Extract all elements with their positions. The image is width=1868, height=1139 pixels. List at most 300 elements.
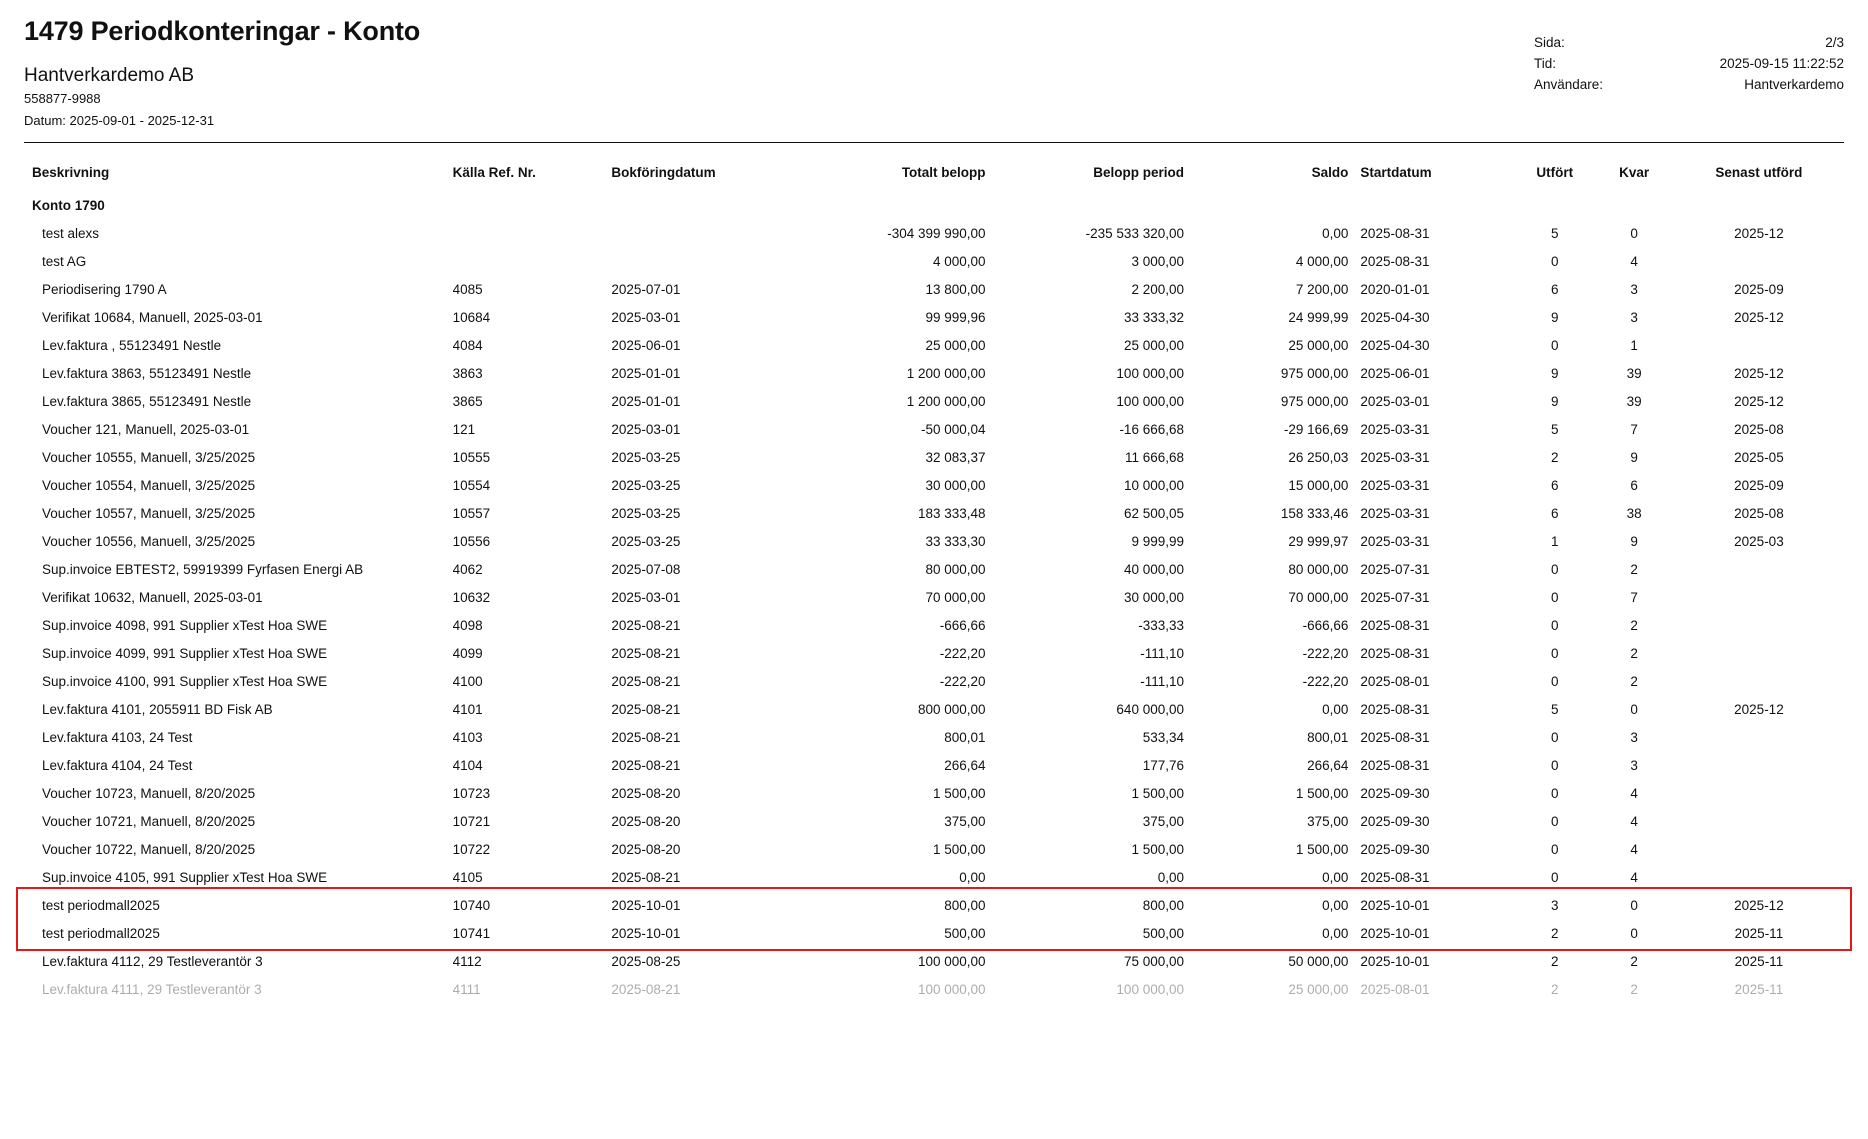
cell-bokf: 2025-03-01: [611, 309, 681, 325]
cell-last: [1674, 583, 1844, 611]
cell-desc: Verifikat 10684, Manuell, 2025-03-01: [42, 309, 263, 325]
cell-period: 33 333,32: [1123, 309, 1184, 325]
cell-kvar: 4: [1630, 253, 1638, 269]
cell-period: 3 000,00: [1131, 253, 1184, 269]
cell-saldo: 975 000,00: [1280, 365, 1349, 381]
cell-src: 4111: [452, 981, 481, 997]
cell-period: 10 000,00: [1123, 477, 1184, 493]
cell-period: 100 000,00: [1116, 393, 1184, 409]
cell-bokf: 2025-03-25: [611, 449, 681, 465]
table-row[interactable]: [24, 611, 1844, 639]
cell-bokf: 2025-06-01: [611, 337, 681, 353]
cell-last: 2025-09: [1734, 281, 1784, 297]
cell-src: 3865: [452, 393, 483, 409]
time-label: Tid:: [1534, 56, 1557, 71]
group-label: Konto 1790: [32, 198, 105, 213]
table-row[interactable]: [24, 975, 1844, 1003]
table-row[interactable]: [24, 247, 1844, 275]
cell-kvar: 3: [1630, 309, 1638, 325]
cell-period: -333,33: [1138, 617, 1184, 633]
table-header: [24, 143, 1844, 190]
cell-desc: Voucher 10721, Manuell, 8/20/2025: [42, 813, 256, 829]
cell-kvar: 0: [1630, 225, 1638, 241]
cell-start: 2025-07-31: [1360, 589, 1430, 605]
column-header-belopp-period: Belopp period: [1093, 165, 1184, 180]
cell-desc: test periodmall2025: [42, 897, 160, 913]
cell-utfort: 1: [1551, 533, 1559, 549]
cell-saldo: 0,00: [1322, 925, 1349, 941]
cell-kvar: 2: [1630, 617, 1638, 633]
cell-utfort: 0: [1551, 757, 1559, 773]
cell-start: 2025-07-31: [1360, 561, 1430, 577]
cell-src: 3863: [452, 365, 483, 381]
column-header-saldo: Saldo: [1311, 165, 1349, 180]
cell-kvar: 4: [1630, 785, 1638, 801]
cell-bokf: 2025-03-25: [611, 505, 681, 521]
cell-kvar: 39: [1626, 393, 1642, 409]
cell-start: 2025-04-30: [1360, 309, 1430, 325]
cell-desc: Lev.faktura , 55123491 Nestle: [42, 337, 222, 353]
cell-total: -304 399 990,00: [887, 225, 986, 241]
cell-src: 10723: [452, 785, 491, 801]
cell-src: 4104: [452, 757, 483, 773]
time-value: 2025-09-15 11:22:52: [1719, 56, 1844, 71]
cell-utfort: 0: [1551, 337, 1559, 353]
cell-bokf: 2025-08-21: [611, 673, 681, 689]
cell-desc: Lev.faktura 4101, 2055911 BD Fisk AB: [42, 701, 273, 717]
cell-kvar: 4: [1630, 813, 1638, 829]
cell-src: 10554: [452, 477, 491, 493]
cell-utfort: 5: [1551, 225, 1559, 241]
column-header-beskrivning: Beskrivning: [32, 165, 110, 180]
column-header-utfort: Utfört: [1536, 165, 1574, 180]
cell-saldo: 4 000,00: [1295, 253, 1349, 269]
table-row[interactable]: [24, 471, 1844, 499]
cell-src: 10557: [452, 505, 491, 521]
cell-start: 2025-03-31: [1360, 533, 1430, 549]
cell-src: 10740: [452, 897, 491, 913]
table-row[interactable]: [24, 499, 1844, 527]
cell-start: 2025-03-31: [1360, 421, 1430, 437]
company-name: Hantverkardemo AB: [24, 65, 195, 86]
cell-last: [1674, 247, 1844, 275]
cell-period: -111,10: [1140, 673, 1184, 689]
cell-period: 30 000,00: [1123, 589, 1184, 605]
table-row[interactable]: [24, 331, 1844, 359]
cell-desc: Lev.faktura 4112, 29 Testleverantör 3: [42, 953, 263, 969]
org-number: 558877-9988: [24, 91, 101, 106]
cell-utfort: 0: [1551, 645, 1559, 661]
table-row[interactable]: [24, 891, 1844, 919]
cell-total: 4 000,00: [933, 253, 986, 269]
cell-total: 1 500,00: [933, 841, 986, 857]
cell-bokf: 2025-08-25: [611, 953, 681, 969]
cell-bokf: [611, 219, 787, 247]
cell-desc: Sup.invoice 4099, 991 Supplier xTest Hoa SWE: [42, 645, 328, 661]
cell-period: 2 200,00: [1131, 281, 1184, 297]
cell-last: [1674, 723, 1844, 751]
cell-last: 2025-12: [1734, 701, 1784, 717]
table-row[interactable]: [24, 303, 1844, 331]
cell-kvar: 2: [1630, 673, 1638, 689]
cell-period: 1 500,00: [1131, 841, 1184, 857]
cell-desc: Lev.faktura 4104, 24 Test: [42, 757, 193, 773]
cell-saldo: 375,00: [1307, 813, 1349, 829]
table-row[interactable]: [24, 639, 1844, 667]
column-header-kalla-ref: Källa Ref. Nr.: [452, 165, 536, 180]
cell-saldo: 0,00: [1322, 225, 1349, 241]
cell-start: 2025-08-31: [1360, 253, 1430, 269]
table-group-row: [24, 190, 1844, 219]
cell-bokf: 2025-08-21: [611, 981, 681, 997]
cell-saldo: -222,20: [1302, 673, 1349, 689]
cell-src: 4062: [452, 561, 483, 577]
cell-period: 177,76: [1142, 757, 1184, 773]
cell-src: 4105: [452, 869, 483, 885]
cell-src: 10721: [452, 813, 491, 829]
cell-utfort: 2: [1551, 981, 1559, 997]
cell-kvar: 0: [1630, 701, 1638, 717]
table-row[interactable]: [24, 387, 1844, 415]
cell-desc: Periodisering 1790 A: [42, 281, 167, 297]
cell-last: [1674, 835, 1844, 863]
cell-saldo: 70 000,00: [1288, 589, 1349, 605]
cell-desc: Lev.faktura 4111, 29 Testleverantör 3: [42, 981, 262, 997]
cell-utfort: 6: [1551, 281, 1559, 297]
cell-start: 2025-08-31: [1360, 757, 1430, 773]
cell-utfort: 3: [1551, 897, 1559, 913]
table-row[interactable]: [24, 863, 1844, 891]
cell-last: 2025-08: [1734, 421, 1784, 437]
report-header: [0, 0, 1868, 128]
cell-saldo: 50 000,00: [1288, 953, 1349, 969]
cell-last: 2025-03: [1734, 533, 1784, 549]
cell-total: 500,00: [944, 925, 986, 941]
cell-start: 2025-08-31: [1360, 645, 1430, 661]
page-label: Sida:: [1534, 35, 1565, 50]
cell-total: 800,01: [944, 729, 986, 745]
cell-last: 2025-12: [1734, 309, 1784, 325]
cell-utfort: 2: [1551, 953, 1559, 969]
cell-src: 10555: [452, 449, 491, 465]
cell-last: 2025-12: [1734, 365, 1784, 381]
cell-period: 62 500,05: [1123, 505, 1184, 521]
cell-total: 375,00: [944, 813, 986, 829]
cell-last: [1674, 331, 1844, 359]
cell-utfort: 0: [1551, 617, 1559, 633]
cell-saldo: 0,00: [1322, 701, 1349, 717]
cell-src: 10722: [452, 841, 491, 857]
cell-total: 30 000,00: [925, 477, 986, 493]
cell-utfort: 0: [1551, 589, 1559, 605]
cell-total: 100 000,00: [917, 981, 986, 997]
cell-utfort: 0: [1551, 561, 1559, 577]
cell-start: 2025-03-31: [1360, 505, 1430, 521]
cell-desc: Voucher 10556, Manuell, 3/25/2025: [42, 533, 256, 549]
cell-start: 2025-09-30: [1360, 841, 1430, 857]
table-row[interactable]: [24, 219, 1844, 247]
table-body: [24, 190, 1844, 1003]
cell-start: 2025-09-30: [1360, 785, 1430, 801]
cell-bokf: 2025-08-20: [611, 785, 681, 801]
cell-start: 2025-08-31: [1360, 729, 1430, 745]
cell-period: 100 000,00: [1116, 981, 1184, 997]
table-row[interactable]: [24, 527, 1844, 555]
cell-desc: Voucher 10557, Manuell, 3/25/2025: [42, 505, 256, 521]
cell-kvar: 3: [1630, 729, 1638, 745]
cell-bokf: 2025-01-01: [611, 393, 681, 409]
cell-period: 100 000,00: [1116, 365, 1184, 381]
table-row[interactable]: [24, 667, 1844, 695]
cell-bokf: 2025-03-25: [611, 533, 681, 549]
cell-total: -50 000,04: [921, 421, 986, 437]
cell-start: 2025-06-01: [1360, 365, 1430, 381]
cell-saldo: 1 500,00: [1295, 785, 1349, 801]
cell-src: 10632: [452, 589, 491, 605]
cell-period: 375,00: [1142, 813, 1184, 829]
cell-bokf: 2025-08-20: [611, 813, 681, 829]
table-row[interactable]: [24, 751, 1844, 779]
cell-period: 25 000,00: [1123, 337, 1184, 353]
cell-src: 4103: [452, 729, 483, 745]
cell-utfort: 2: [1551, 925, 1559, 941]
cell-bokf: 2025-08-21: [611, 869, 681, 885]
cell-src: 4098: [452, 617, 483, 633]
cell-bokf: 2025-10-01: [611, 925, 681, 941]
cell-src: 4085: [452, 281, 483, 297]
cell-kvar: 2: [1630, 561, 1638, 577]
table-row[interactable]: [24, 723, 1844, 751]
cell-total: 183 333,48: [917, 505, 986, 521]
cell-kvar: 7: [1630, 589, 1638, 605]
cell-kvar: 39: [1626, 365, 1642, 381]
cell-src: 10556: [452, 533, 491, 549]
cell-total: 80 000,00: [925, 561, 986, 577]
cell-kvar: 0: [1630, 897, 1638, 913]
cell-bokf: 2025-08-21: [611, 617, 681, 633]
periodization-table: [24, 143, 1844, 1003]
cell-saldo: 80 000,00: [1288, 561, 1349, 577]
meta-row-page: [1534, 32, 1844, 53]
cell-src: 4099: [452, 645, 483, 661]
cell-total: 800,00: [944, 897, 986, 913]
cell-period: -235 533 320,00: [1085, 225, 1184, 241]
cell-total: 800 000,00: [917, 701, 986, 717]
cell-start: 2025-03-31: [1360, 449, 1430, 465]
cell-kvar: 9: [1630, 449, 1638, 465]
column-header-startdatum: Startdatum: [1360, 165, 1432, 180]
cell-saldo: 24 999,99: [1288, 309, 1349, 325]
cell-desc: test periodmall2025: [42, 925, 160, 941]
cell-bokf: 2025-08-21: [611, 645, 681, 661]
cell-src: 4101: [452, 701, 483, 717]
cell-period: -111,10: [1140, 645, 1184, 661]
table-row[interactable]: [24, 275, 1844, 303]
cell-period: 75 000,00: [1123, 953, 1184, 969]
cell-total: 1 200 000,00: [906, 393, 986, 409]
cell-kvar: 3: [1630, 281, 1638, 297]
cell-saldo: 266,64: [1307, 757, 1349, 773]
cell-period: 9 999,99: [1131, 533, 1184, 549]
cell-kvar: 6: [1630, 477, 1638, 493]
cell-total: -222,20: [939, 645, 986, 661]
cell-bokf: 2025-07-08: [611, 561, 681, 577]
cell-last: [1674, 863, 1844, 891]
table-row[interactable]: [24, 835, 1844, 863]
cell-kvar: 0: [1630, 925, 1638, 941]
cell-total: 13 800,00: [925, 281, 986, 297]
cell-desc: Voucher 10723, Manuell, 8/20/2025: [42, 785, 256, 801]
user-label: Användare:: [1534, 77, 1604, 92]
cell-saldo: 25 000,00: [1288, 981, 1349, 997]
cell-total: -222,20: [939, 673, 986, 689]
table-row[interactable]: [24, 947, 1844, 975]
cell-start: 2025-10-01: [1360, 925, 1430, 941]
table-header-row: [24, 143, 1844, 190]
cell-last: 2025-12: [1734, 897, 1784, 913]
table-row[interactable]: [24, 919, 1844, 947]
cell-saldo: -222,20: [1302, 645, 1349, 661]
cell-bokf: 2025-08-21: [611, 757, 681, 773]
cell-desc: Lev.faktura 3865, 55123491 Nestle: [42, 393, 252, 409]
cell-utfort: 0: [1551, 813, 1559, 829]
cell-total: 1 500,00: [933, 785, 986, 801]
table-row[interactable]: [24, 415, 1844, 443]
cell-period: 0,00: [1157, 869, 1184, 885]
cell-saldo: 0,00: [1322, 869, 1349, 885]
cell-saldo: 7 200,00: [1295, 281, 1349, 297]
cell-saldo: 25 000,00: [1288, 337, 1349, 353]
table-row[interactable]: [24, 555, 1844, 583]
cell-last: 2025-08: [1734, 505, 1784, 521]
cell-desc: Sup.invoice 4098, 991 Supplier xTest Hoa SWE: [42, 617, 328, 633]
table-row[interactable]: [24, 443, 1844, 471]
meta-row-time: [1534, 53, 1844, 74]
cell-saldo: 15 000,00: [1288, 477, 1349, 493]
cell-src: [453, 219, 612, 247]
cell-saldo: 800,01: [1307, 729, 1349, 745]
cell-desc: test AG: [42, 253, 87, 269]
cell-last: [1674, 807, 1844, 835]
cell-total: 0,00: [959, 869, 986, 885]
cell-start: 2025-09-30: [1360, 813, 1430, 829]
cell-start: 2025-08-31: [1360, 225, 1430, 241]
cell-utfort: 6: [1551, 477, 1559, 493]
cell-bokf: 2025-08-21: [611, 701, 681, 717]
cell-last: [1674, 667, 1844, 695]
cell-last: 2025-11: [1734, 953, 1784, 969]
column-header-totalt-belopp: Totalt belopp: [901, 165, 986, 180]
cell-src: 4112: [452, 953, 482, 969]
cell-utfort: 9: [1551, 365, 1559, 381]
cell-src: [453, 247, 612, 275]
cell-period: 1 500,00: [1131, 785, 1184, 801]
table-row[interactable]: [24, 359, 1844, 387]
cell-last: 2025-12: [1734, 393, 1784, 409]
cell-utfort: 0: [1551, 253, 1559, 269]
cell-utfort: 2: [1551, 449, 1559, 465]
column-header-kvar: Kvar: [1619, 165, 1650, 180]
page-value: 2/3: [1825, 35, 1844, 50]
cell-total: 33 333,30: [925, 533, 986, 549]
cell-saldo: -29 166,69: [1283, 421, 1349, 437]
cell-saldo: -666,66: [1302, 617, 1349, 633]
cell-utfort: 0: [1551, 729, 1559, 745]
cell-desc: Voucher 121, Manuell, 2025-03-01: [42, 421, 250, 437]
cell-desc: Sup.invoice EBTEST2, 59919399 Fyrfasen Energi AB: [42, 561, 364, 577]
cell-kvar: 7: [1630, 421, 1638, 437]
cell-last: [1674, 639, 1844, 667]
cell-utfort: 0: [1551, 841, 1559, 857]
cell-last: 2025-12: [1734, 225, 1784, 241]
cell-last: [1674, 555, 1844, 583]
cell-start: 2025-10-01: [1360, 897, 1430, 913]
cell-period: 800,00: [1142, 897, 1184, 913]
cell-src: 121: [452, 421, 476, 437]
cell-utfort: 0: [1551, 673, 1559, 689]
cell-saldo: 26 250,03: [1288, 449, 1349, 465]
cell-saldo: 1 500,00: [1295, 841, 1349, 857]
cell-period: 533,34: [1142, 729, 1184, 745]
cell-saldo: 29 999,97: [1288, 533, 1349, 549]
cell-start: 2025-10-01: [1360, 953, 1430, 969]
cell-saldo: 0,00: [1322, 897, 1349, 913]
cell-kvar: 3: [1630, 757, 1638, 773]
column-header-senast-utford: Senast utförd: [1715, 165, 1803, 180]
cell-last: [1674, 611, 1844, 639]
report-meta: [1534, 32, 1844, 95]
cell-total: 1 200 000,00: [906, 365, 986, 381]
cell-total: 266,64: [944, 757, 986, 773]
cell-desc: Verifikat 10632, Manuell, 2025-03-01: [42, 589, 263, 605]
table-row[interactable]: [24, 695, 1844, 723]
cell-start: 2025-04-30: [1360, 337, 1430, 353]
cell-bokf: 2025-03-01: [611, 421, 681, 437]
cell-saldo: 158 333,46: [1280, 505, 1349, 521]
cell-start: 2025-08-31: [1360, 701, 1430, 717]
cell-src: 10684: [452, 309, 491, 325]
date-range: Datum: 2025-09-01 - 2025-12-31: [24, 113, 215, 128]
table-row[interactable]: [24, 807, 1844, 835]
cell-start: 2025-03-01: [1360, 393, 1430, 409]
cell-desc: Voucher 10722, Manuell, 8/20/2025: [42, 841, 256, 857]
cell-kvar: 38: [1626, 505, 1642, 521]
table-row[interactable]: [24, 779, 1844, 807]
cell-total: 100 000,00: [917, 953, 986, 969]
cell-desc: test alexs: [42, 225, 100, 241]
cell-utfort: 5: [1551, 421, 1559, 437]
cell-kvar: 2: [1630, 953, 1638, 969]
cell-utfort: 6: [1551, 505, 1559, 521]
cell-total: 32 083,37: [925, 449, 986, 465]
cell-start: 2025-08-31: [1360, 617, 1430, 633]
cell-bokf: [611, 247, 787, 275]
cell-kvar: 2: [1630, 645, 1638, 661]
cell-desc: Lev.faktura 4103, 24 Test: [42, 729, 193, 745]
cell-desc: Voucher 10554, Manuell, 3/25/2025: [42, 477, 256, 493]
cell-desc: Sup.invoice 4105, 991 Supplier xTest Hoa SWE: [42, 869, 328, 885]
cell-kvar: 2: [1630, 981, 1638, 997]
cell-period: 11 666,68: [1124, 449, 1184, 465]
cell-last: 2025-05: [1734, 449, 1784, 465]
table-row[interactable]: [24, 583, 1844, 611]
user-value: Hantverkardemo: [1744, 77, 1844, 92]
cell-src: 4084: [452, 337, 483, 353]
meta-row-user: [1534, 74, 1844, 95]
cell-utfort: 0: [1551, 869, 1559, 885]
cell-utfort: 0: [1551, 785, 1559, 801]
cell-total: 25 000,00: [925, 337, 986, 353]
